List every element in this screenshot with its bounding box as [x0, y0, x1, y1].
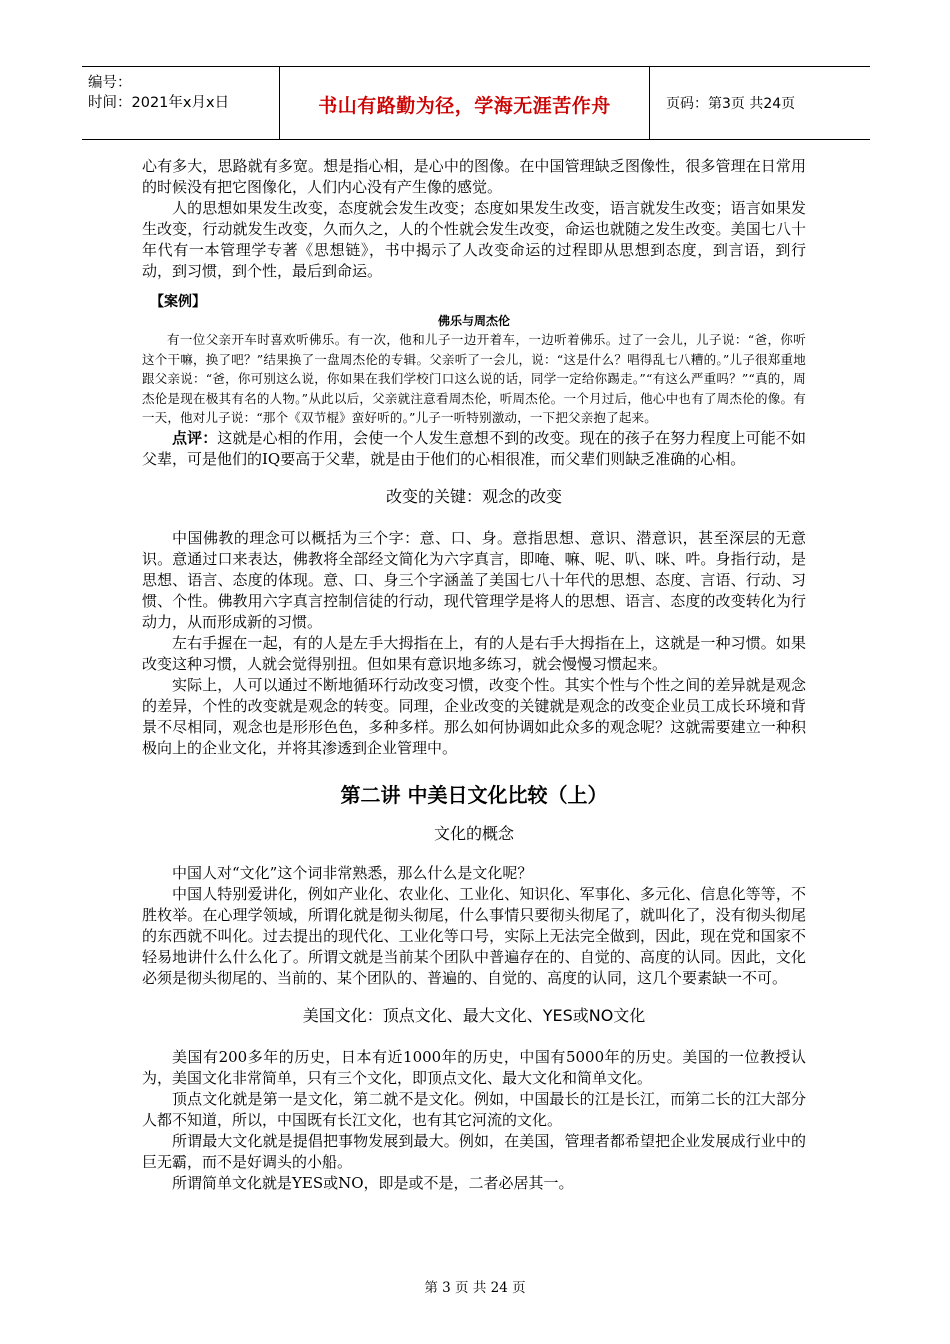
header-motto: 书山有路勤为径，学海无涯苦作舟: [318, 94, 611, 117]
concept-paragraph-1: 中国人对“文化”这个词非常熟悉，那么什么是文化呢？: [172, 863, 533, 882]
us-paragraph-3: 所谓最大文化就是提倡把事物发展到最大。例如，在美国，管理者都希望把企业发展成行业中的巨无霸，而不是好调头的小船。: [142, 1131, 806, 1171]
header-number-label: 编号：: [88, 75, 132, 91]
header-time-label: 时间：2021年x月x日: [88, 95, 230, 111]
concept-paragraph-2: 中国人特别爱讲化，例如产业化、农业化、工业化、知识化、军事化、多元化、信息化等等，不胜枚举。在心理学领域，所谓化就是彻头彻尾，什么事情只要彻头彻尾了，就叫化了，没有彻头彻尾的东西就不叫化。过去提出的现代化、工业化等口号，实际上无法完全做到，因此，现在党和国家不轻易地讲什么什么化了。所谓文就是当前某个团队中普遍存在的、自觉的、高度的认同。因此，文化必须是彻头彻尾的、当前的、某个团队的、普遍的、自觉的、高度的认同，这几个要素缺一不可。: [142, 884, 806, 987]
key-paragraph-1: 中国佛教的理念可以概括为三个字：意、口、身。意指思想、意识、潜意识，甚至深层的无意识。意通过口来表达，佛教将全部经文简化为六字真言，即唵、嘛、呢、叭、咪、吽。身指行动，是思想、语言、态度的体现。意、口、身三个字涵盖了美国七八十年代的思想、态度、言语、行动、习惯、个性。佛教用六字真言控制信徒的行动，现代管理学是将人的思想、语言、态度的改变转化为行动力，从而形成新的习惯。: [142, 528, 806, 631]
case-review: [142, 428, 806, 470]
section-heading-key: 改变的关键：观念的改变: [385, 486, 562, 506]
section-heading-concept: 文化的概念: [433, 823, 514, 843]
review-label: 点评：: [172, 428, 218, 447]
intro-paragraph-1: 心有多大，思路就有多宽。想是指心相，是心中的图像。在中国管理缺乏图像性，很多管理在日常用的时候没有把它图像化，人们内心没有产生像的感觉。: [142, 157, 806, 196]
page-header: [82, 66, 870, 140]
header-motto-cell: [280, 67, 650, 139]
case-body: 有一位父亲开车时喜欢听佛乐。有一次，他和儿子一边开着车，一边听着佛乐。过了一会儿，儿子说：“爸，你听这个干嘛，换了吧？”结果换了一盘周杰伦的专辑。父亲听了一会儿，说：“这是什么？唱得乱七八糟的。”儿子很郑重地跟父亲说：“爸，你可别这么说，你如果在我们学校门口这么说的话，同学一定给你踢走。”“有这么严重吗？”“真的，周杰伦是现在极其有名的人物。”从此以后，父亲就注意看周杰伦，听周杰伦。一个月过后，他心中也有了周杰伦的像。有一天，他对儿子说：“那个《双节棍》蛮好听的。”儿子一听特别激动，一下把父亲抱了起来。: [142, 332, 806, 425]
section-heading-us: 美国文化：顶点文化、最大文化、YES或NO文化: [302, 1005, 646, 1025]
us-paragraph-1: 美国有200多年的历史，日本有近1000年的历史，中国有5000年的历史。美国的一位教授认为，美国文化非常简单，只有三个文化，即顶点文化、最大文化和简单文化。: [142, 1047, 806, 1087]
lecture-heading: 第二讲 中美日文化比较（上）: [340, 782, 608, 807]
case-title: 佛乐与周杰伦: [437, 314, 510, 328]
header-page-info: 页码：第3页 共24页: [666, 96, 796, 112]
key-paragraph-3: 实际上，人可以通过不断地循环行动改变习惯，改变个性。其实个性与个性之间的差异就是观念的差异，个性的改变就是观念的转变。同理，企业改变的关键就是观念的改变企业员工成长环境和背景不尽相同，观念也是形形色色，多种多样。那么如何协调如此众多的观念呢？这就需要建立一种积极向上的企业文化，并将其渗透到企业管理中。: [142, 675, 806, 757]
us-paragraph-2: 顶点文化就是第一是文化，第二就不是文化。例如，中国最长的江是长江，而第二长的江大部分人都不知道，所以，中国既有长江文化，也有其它河流的文化。: [142, 1089, 806, 1129]
intro-paragraph-2: 人的思想如果发生改变，态度就会发生改变；态度如果发生改变，语言就发生改变；语言如果发生改变，行动就发生改变，久而久之，人的个性就会发生改变，命运也就随之发生改变。美国七八十年代有一本管理学专著《思想链》，书中揭示了人改变命运的过程即从思想到态度，到言语，到行动，到习惯，到个性，最后到命运。: [142, 199, 806, 280]
page-footer: 第 3 页 共 24 页: [424, 1280, 526, 1296]
review-text: 这就是心相的作用，会使一个人发生意想不到的改变。现在的孩子在努力程度上可能不如父辈，可是他们的IQ要高于父辈，就是由于他们的心相很准，而父辈们则缺乏准确的心相。: [142, 428, 806, 468]
us-paragraph-4: 所谓简单文化就是YES或NO，即是或不是，二者必居其一。: [172, 1173, 574, 1192]
header-meta: [82, 67, 280, 139]
key-paragraph-2: 左右手握在一起，有的人是左手大拇指在上，有的人是右手大拇指在上，这就是一种习惯。如果改变这种习惯，人就会觉得别扭。但如果有意识地多练习，就会慢慢习惯起来。: [142, 633, 806, 673]
case-label: 【案例】: [150, 294, 206, 310]
document-body: [142, 156, 806, 1194]
